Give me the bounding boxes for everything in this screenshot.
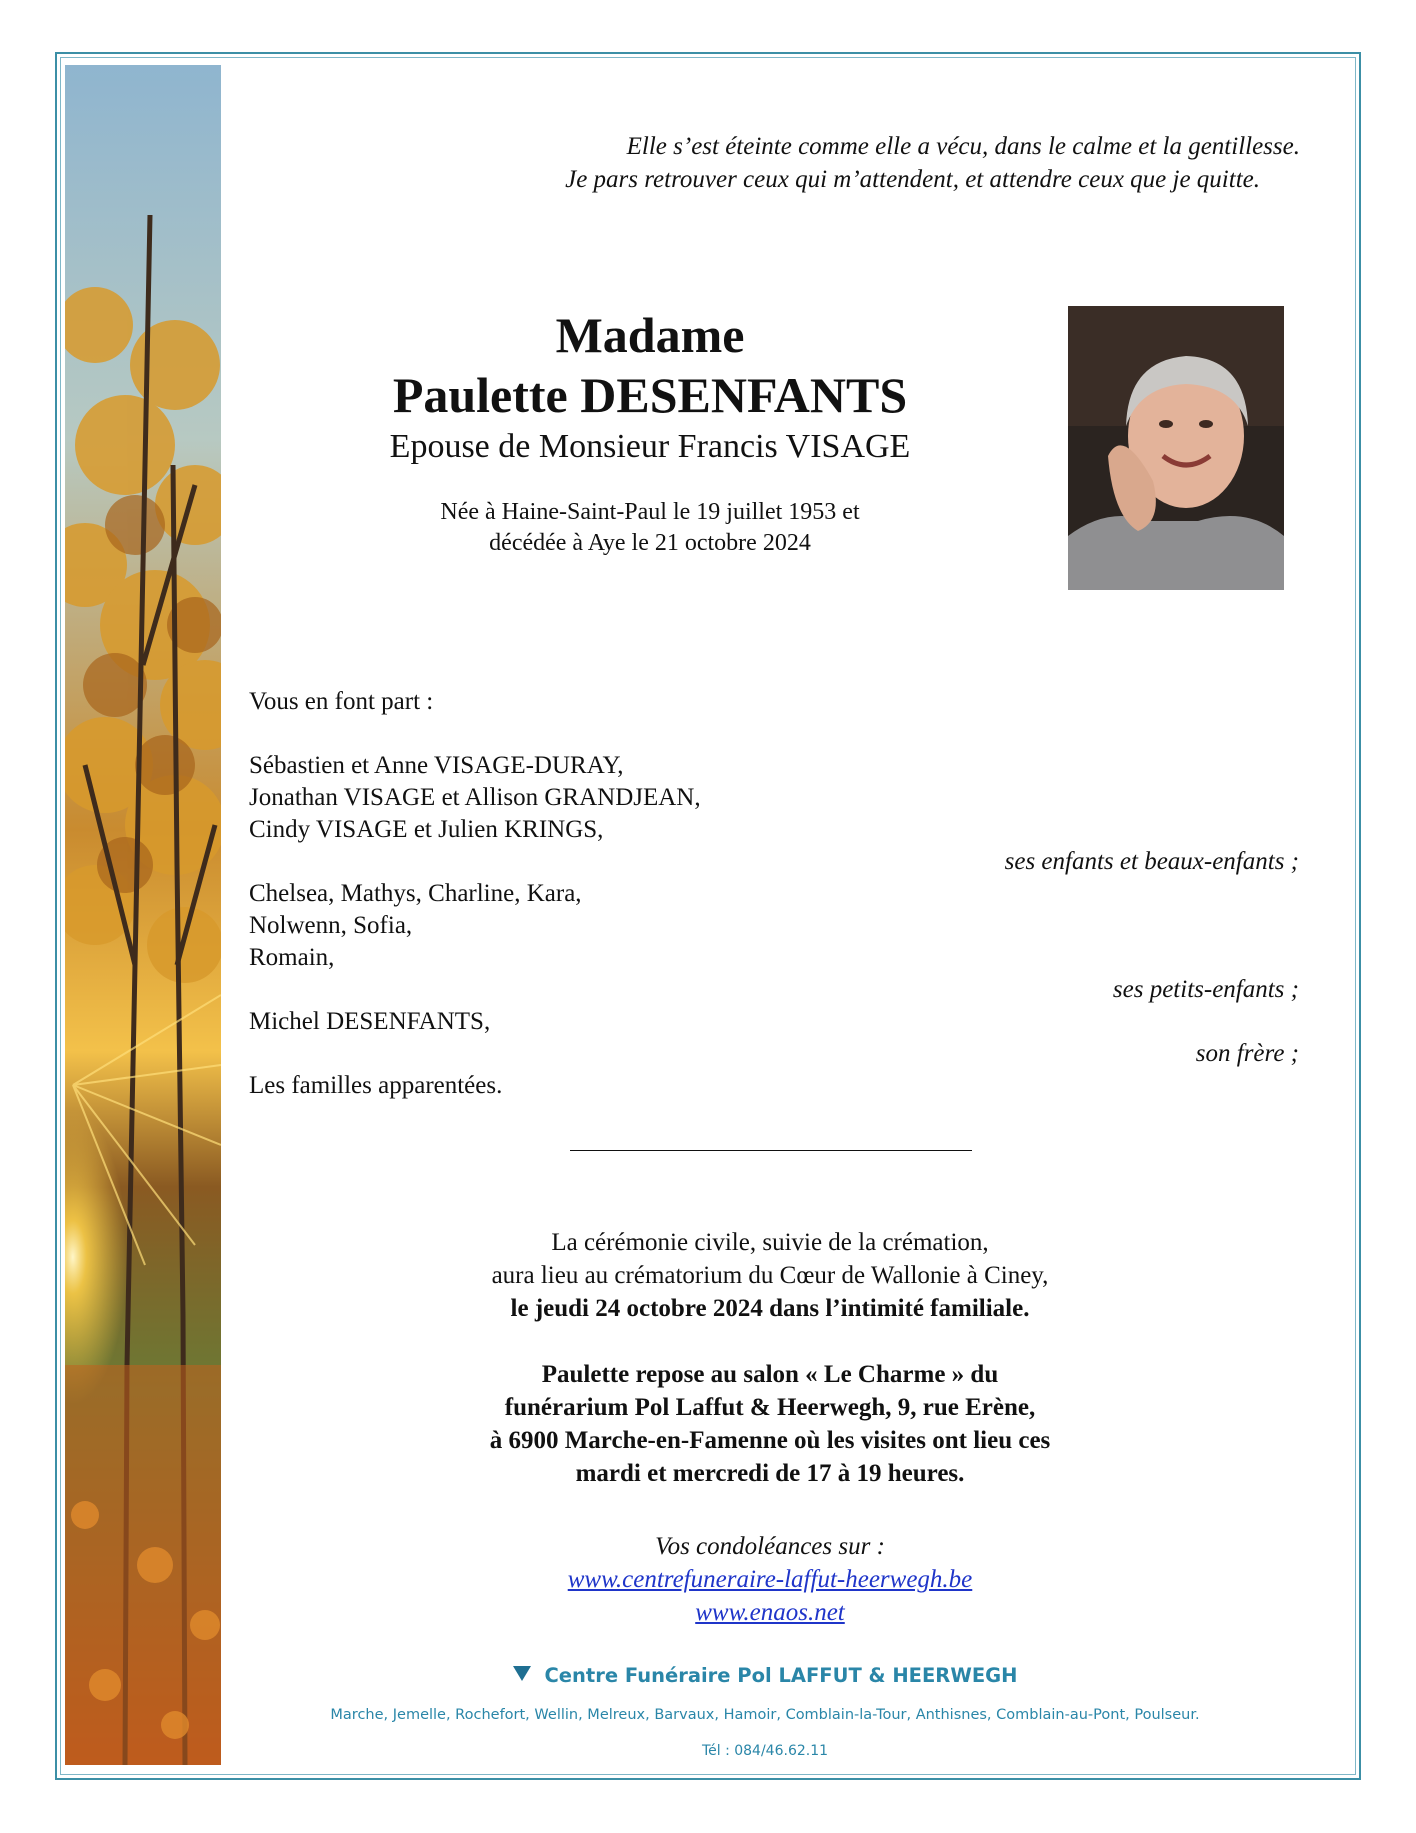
epigraph-quote xyxy=(320,130,1300,196)
announcement-intro: Vous en font part : xyxy=(249,688,434,715)
funeral-home-phone: Tél : 084/46.62.11 xyxy=(701,1743,829,1759)
funeral-home-name: Centre Funéraire Pol LAFFUT & HEERWEGH xyxy=(544,1664,1018,1687)
condolences-link-funeral-center[interactable]: www.centrefuneraire-laffut-heerwegh.be xyxy=(567,1566,973,1593)
families-line: Les familles apparentées. xyxy=(249,1072,503,1099)
visit-line-4: mardi et mercredi de 17 à 19 heures. xyxy=(575,1460,965,1487)
brother-relation-label: son frère ; xyxy=(1195,1040,1299,1067)
condolences-link-enaos[interactable]: www.enaos.net xyxy=(695,1599,845,1626)
epigraph-line-1: Elle s’est éteinte comme elle a vécu, dans le calme et la gentillesse. xyxy=(626,133,1300,160)
portrait-photo xyxy=(1068,306,1284,590)
family-announcement xyxy=(249,686,1299,1102)
grandchildren-relation-label: ses petits-enfants ; xyxy=(1112,976,1299,1003)
child-line: Cindy VISAGE et Julien KRINGS, xyxy=(249,816,604,843)
child-line: Jonathan VISAGE et Allison GRANDJEAN, xyxy=(249,784,701,811)
deceased-header xyxy=(250,305,1050,559)
epigraph-line-2: Je pars retrouver ceux qui m’attendent, et attendre ceux que je quitte. xyxy=(565,166,1260,193)
ceremony-line-2: aura lieu au crématorium du Cœur de Wallonie à Ciney, xyxy=(491,1262,1049,1289)
children-relation-label: ses enfants et beaux-enfants ; xyxy=(1004,848,1299,875)
visit-line-2: funérarium Pol Laffut & Heerwegh, 9, rue Erène, xyxy=(504,1394,1036,1421)
ceremony-info xyxy=(320,1226,1220,1490)
death-line: décédée à Aye le 21 octobre 2024 xyxy=(489,530,811,556)
child-line: Sébastien et Anne VISAGE-DURAY, xyxy=(249,752,624,779)
blank-line xyxy=(249,718,1299,750)
visit-line-3: à 6900 Marche-en-Famenne où les visites ont lieu ces xyxy=(489,1427,1051,1454)
condolences-block xyxy=(320,1530,1220,1629)
visit-line-1: Paulette repose au salon « Le Charme » du xyxy=(541,1361,999,1388)
birth-line: Née à Haine-Saint-Paul le 19 juillet 1953 et xyxy=(440,499,860,525)
blank-line xyxy=(320,1325,1220,1358)
funeral-home-footer xyxy=(260,1662,1270,1761)
honorific-title: Madame xyxy=(555,307,745,363)
triangle-down-icon xyxy=(513,1666,531,1681)
grandchild-line: Nolwenn, Sofia, xyxy=(249,912,413,939)
deceased-name: Paulette DESENFANTS xyxy=(392,367,908,423)
condolences-label: Vos condoléances sur : xyxy=(655,1533,885,1560)
funeral-home-name-row xyxy=(260,1662,1270,1690)
funeral-home-locations: Marche, Jemelle, Rochefort, Wellin, Melreux, Barvaux, Hamoir, Comblain-la-Tour, Anthisnes, Comblain-au-Pont, Poulseur. xyxy=(330,1707,1200,1723)
spouse-line: Epouse de Monsieur Francis VISAGE xyxy=(389,428,911,465)
grandchild-line: Romain, xyxy=(249,944,335,971)
brother-line: Michel DESENFANTS, xyxy=(249,1008,491,1035)
life-dates xyxy=(250,497,1050,559)
grandchild-line: Chelsea, Mathys, Charline, Kara, xyxy=(249,880,582,907)
ceremony-line-1: La cérémonie civile, suivie de la crémation, xyxy=(551,1229,989,1256)
ceremony-date: le jeudi 24 octobre 2024 dans l’intimité familiale. xyxy=(510,1295,1030,1322)
autumn-forest-image xyxy=(65,65,221,1765)
separator-line xyxy=(570,1150,972,1151)
